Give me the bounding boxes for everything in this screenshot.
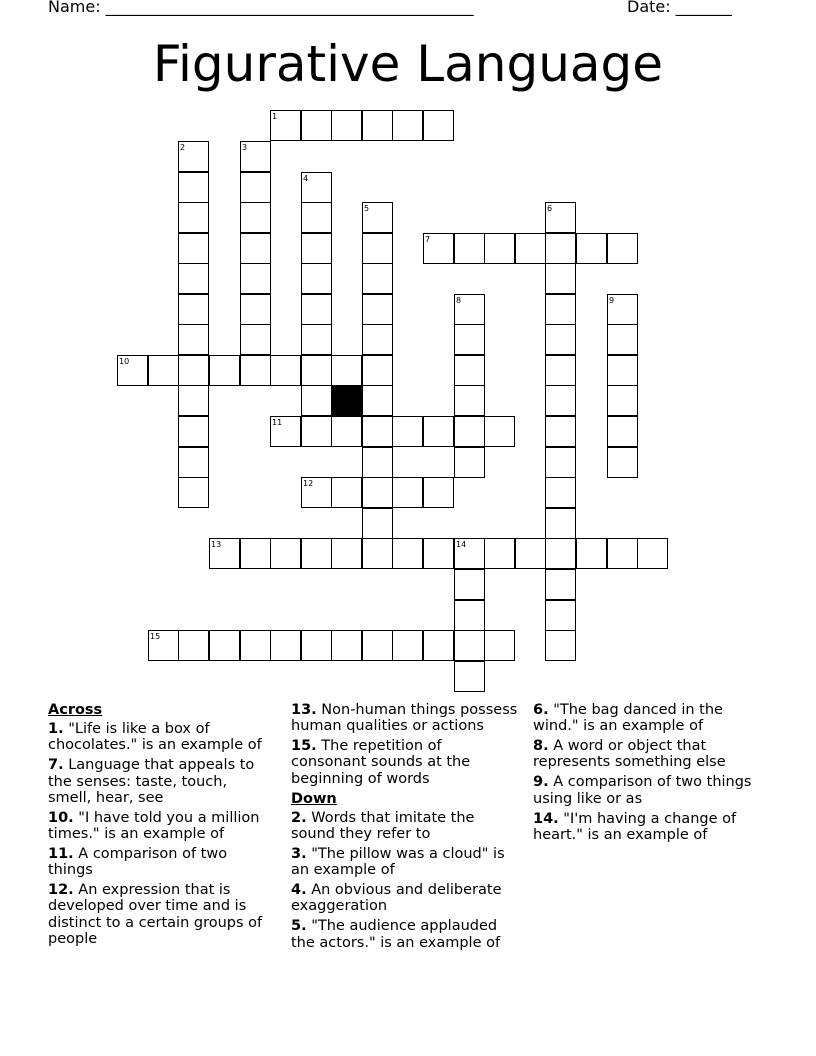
grid-cell[interactable]: [240, 294, 271, 325]
clue-down-8: 8. A word or object that represents something else: [533, 738, 726, 771]
grid-cell[interactable]: [545, 233, 576, 264]
grid-cell[interactable]: [301, 233, 332, 264]
grid-cell[interactable]: [576, 538, 607, 569]
grid-cell[interactable]: [545, 477, 576, 508]
grid-cell[interactable]: [484, 416, 515, 447]
grid-cell[interactable]: [454, 600, 485, 631]
grid-cell[interactable]: [178, 263, 209, 294]
grid-cell[interactable]: [545, 416, 576, 447]
grid-cell[interactable]: [240, 172, 271, 203]
grid-cell[interactable]: [545, 294, 576, 325]
grid-cell[interactable]: [240, 355, 271, 386]
grid-cell[interactable]: [454, 569, 485, 600]
grid-cell[interactable]: [240, 233, 271, 264]
grid-cell[interactable]: [178, 385, 209, 416]
grid-cell[interactable]: [607, 416, 638, 447]
clues-column-3: [533, 702, 763, 847]
grid-cell[interactable]: [331, 630, 362, 661]
clue-down-5: 5. "The audience applauded the actors." is an example of: [291, 918, 501, 951]
cell-number: 10: [119, 357, 130, 366]
grid-cell[interactable]: [515, 538, 546, 569]
grid-cell[interactable]: [607, 355, 638, 386]
cell-number: 2: [180, 143, 186, 152]
grid-cell[interactable]: [362, 324, 393, 355]
grid-cell[interactable]: [545, 385, 576, 416]
grid-cell[interactable]: [362, 385, 393, 416]
clue-down-4: 4. An obvious and deliberate exaggeration: [291, 882, 502, 915]
grid-cell[interactable]: [607, 447, 638, 478]
grid-cell[interactable]: [178, 477, 209, 508]
grid-cell[interactable]: [362, 477, 393, 508]
name-field[interactable]: Name: ______________________________________________: [48, 0, 474, 16]
grid-cell[interactable]: [484, 630, 515, 661]
down-heading: Down: [291, 790, 337, 807]
grid-cell[interactable]: [454, 447, 485, 478]
clue-across-1: 1. "Life is like a box of chocolates." is an example of: [48, 721, 262, 754]
clue-down-9: 9. A comparison of two things using like or as: [533, 774, 752, 807]
grid-cell[interactable]: [392, 538, 423, 569]
grid-cell[interactable]: [301, 294, 332, 325]
clue-across-12: 12. An expression that is developed over time and is distinct to a certain groups of people: [48, 882, 263, 947]
grid-cell[interactable]: [423, 538, 454, 569]
grid-cell[interactable]: [423, 477, 454, 508]
grid-cell[interactable]: [301, 202, 332, 233]
grid-cell[interactable]: [301, 630, 332, 661]
grid-cell[interactable]: [362, 263, 393, 294]
cell-number: 9: [609, 296, 615, 305]
cell-number: 13: [211, 540, 222, 549]
cell-number: 4: [303, 174, 309, 183]
cell-number: 3: [242, 143, 248, 152]
grid-cell[interactable]: [301, 385, 332, 416]
black-cell: [331, 385, 362, 416]
grid-cell[interactable]: [545, 355, 576, 386]
cell-number: 7: [425, 235, 431, 244]
grid-cell[interactable]: [331, 477, 362, 508]
grid-cell[interactable]: [209, 355, 240, 386]
grid-cell[interactable]: [607, 538, 638, 569]
grid-cell[interactable]: [178, 447, 209, 478]
clue-across-13: 13. Non-human things possess human qualities or actions: [291, 702, 518, 735]
grid-cell[interactable]: [240, 263, 271, 294]
cell-number: 8: [456, 296, 462, 305]
grid-cell[interactable]: [454, 661, 485, 692]
grid-cell[interactable]: [484, 233, 515, 264]
grid-cell[interactable]: [301, 263, 332, 294]
grid-cell[interactable]: [178, 172, 209, 203]
grid-cell[interactable]: [545, 447, 576, 478]
grid-cell[interactable]: [178, 324, 209, 355]
grid-cell[interactable]: [484, 538, 515, 569]
grid-cell[interactable]: [607, 385, 638, 416]
grid-cell[interactable]: [362, 294, 393, 325]
grid-cell[interactable]: [270, 630, 301, 661]
grid-cell[interactable]: [301, 355, 332, 386]
grid-cell[interactable]: [392, 110, 423, 141]
grid-cell[interactable]: [454, 324, 485, 355]
grid-cell[interactable]: [423, 110, 454, 141]
clues-column-1: [48, 702, 274, 951]
grid-cell[interactable]: [392, 630, 423, 661]
grid-cell[interactable]: [301, 110, 332, 141]
grid-cell[interactable]: [331, 416, 362, 447]
grid-cell[interactable]: [178, 233, 209, 264]
clue-down-3: 3. "The pillow was a cloud" is an example of: [291, 846, 505, 879]
across-heading: Across: [48, 702, 103, 718]
grid-cell[interactable]: [362, 447, 393, 478]
cell-number: 15: [150, 632, 161, 641]
grid-cell[interactable]: [362, 630, 393, 661]
grid-cell[interactable]: [607, 324, 638, 355]
grid-cell[interactable]: [178, 416, 209, 447]
grid-cell[interactable]: [423, 630, 454, 661]
clues-column-2: [291, 702, 521, 955]
grid-cell[interactable]: [148, 355, 179, 386]
grid-cell[interactable]: [545, 569, 576, 600]
grid-cell[interactable]: [454, 385, 485, 416]
grid-cell[interactable]: [454, 416, 485, 447]
grid-cell[interactable]: [454, 233, 485, 264]
grid-cell[interactable]: [362, 538, 393, 569]
grid-cell[interactable]: [392, 477, 423, 508]
grid-cell[interactable]: [270, 355, 301, 386]
grid-cell[interactable]: [240, 324, 271, 355]
grid-cell[interactable]: [178, 355, 209, 386]
grid-cell[interactable]: [331, 355, 362, 386]
grid-cell[interactable]: [240, 630, 271, 661]
clue-down-2: 2. Words that imitate the sound they refer to: [291, 809, 475, 843]
grid-cell[interactable]: [637, 538, 668, 569]
cell-number: 14: [456, 540, 467, 549]
grid-cell[interactable]: [515, 233, 546, 264]
grid-cell[interactable]: [545, 600, 576, 631]
grid-cell[interactable]: [362, 110, 393, 141]
grid-cell[interactable]: [362, 508, 393, 539]
grid-cell[interactable]: [301, 324, 332, 355]
grid-cell[interactable]: [362, 233, 393, 264]
clue-down-6: 6. "The bag danced in the wind." is an example of: [533, 702, 723, 735]
cell-number: 5: [364, 204, 370, 213]
grid-cell[interactable]: [545, 508, 576, 539]
clue-across-15: 15. The repetition of consonant sounds at the beginning of words: [291, 738, 471, 787]
grid-cell[interactable]: [545, 630, 576, 661]
page-title: Figurative Language: [152, 35, 664, 93]
grid-cell[interactable]: [545, 324, 576, 355]
clue-across-11: 11. A comparison of two things: [48, 846, 228, 879]
grid-cell[interactable]: [331, 538, 362, 569]
grid-cell[interactable]: [240, 202, 271, 233]
grid-cell[interactable]: [331, 110, 362, 141]
grid-cell[interactable]: [392, 416, 423, 447]
clue-down-14: 14. "I'm having a change of heart." is an example of: [533, 810, 737, 843]
grid-cell[interactable]: [545, 263, 576, 294]
grid-cell[interactable]: [301, 538, 332, 569]
grid-cell[interactable]: [178, 294, 209, 325]
clue-across-7: 7. Language that appeals to the senses: taste, touch, smell, hear, see: [48, 757, 255, 806]
grid-cell[interactable]: [209, 630, 240, 661]
grid-cell[interactable]: [607, 233, 638, 264]
grid-cell[interactable]: [362, 416, 393, 447]
grid-cell[interactable]: [423, 416, 454, 447]
grid-cell[interactable]: [178, 630, 209, 661]
cell-number: 1: [272, 112, 278, 121]
clue-across-10: 10. "I have told you a million times." is an example of: [48, 809, 260, 843]
grid-cell[interactable]: [362, 355, 393, 386]
cell-number: 6: [547, 204, 553, 213]
grid-cell[interactable]: [454, 630, 485, 661]
grid-cell[interactable]: [301, 416, 332, 447]
grid-cell[interactable]: [576, 233, 607, 264]
cell-number: 11: [272, 418, 283, 427]
grid-cell[interactable]: [545, 538, 576, 569]
date-field[interactable]: Date: _______: [627, 0, 732, 16]
grid-cell[interactable]: [270, 538, 301, 569]
grid-cell[interactable]: [454, 355, 485, 386]
cell-number: 12: [303, 479, 314, 488]
grid-cell[interactable]: [178, 202, 209, 233]
grid-cell[interactable]: [240, 538, 271, 569]
